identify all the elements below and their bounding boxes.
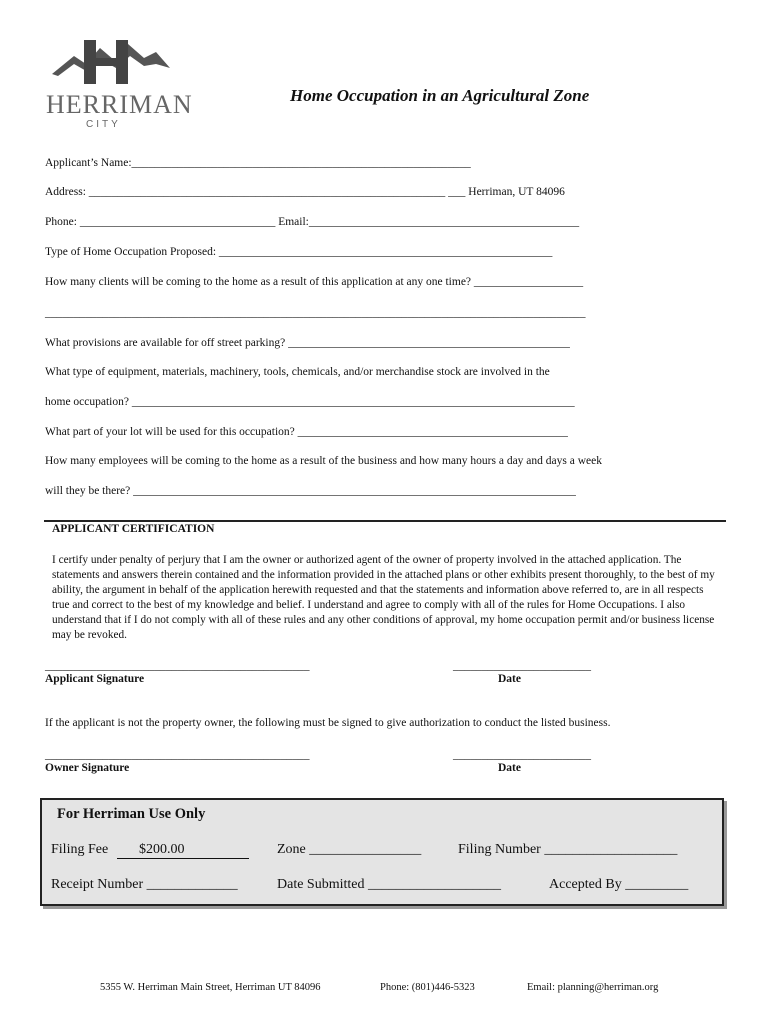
receipt-number-field[interactable]: Receipt Number _____________	[51, 877, 238, 892]
accepted-by-field[interactable]: Accepted By _________	[549, 877, 689, 892]
applicant-signature-label: Applicant Signature	[45, 673, 145, 685]
logo-subtitle: CITY	[86, 119, 121, 130]
phone-email-field[interactable]: Phone: __________________________________ Email:_______________________________________________	[45, 216, 580, 228]
owner-date-label: Date	[498, 762, 521, 774]
applicant-name-field[interactable]: Applicant’s Name:___________________________________________________________	[45, 157, 471, 169]
footer-address: 5355 W. Herriman Main Street, Herriman UT 84096	[100, 982, 321, 993]
certification-title: APPLICANT CERTIFICATION	[52, 523, 215, 535]
footer-email: Email: planning@herriman.org	[527, 982, 659, 993]
occupation-type-field[interactable]: Type of Home Occupation Proposed: __________________________________________________________	[45, 246, 553, 258]
filing-number-field[interactable]: Filing Number ___________________	[458, 842, 678, 857]
clients-field[interactable]: How many clients will be coming to the home as a result of this application at any one time? ___________________	[45, 276, 584, 288]
filing-fee-label: Filing Fee	[51, 842, 109, 857]
date-submitted-field[interactable]: Date Submitted ___________________	[277, 877, 501, 892]
applicant-signature-line[interactable]: ______________________________________________	[45, 660, 310, 672]
equipment-field[interactable]: home occupation? _____________________________________________________________________________	[45, 396, 575, 408]
applicant-date-line[interactable]: ________________________	[453, 660, 591, 672]
page-title: Home Occupation in an Agricultural Zone	[290, 86, 590, 105]
equipment-question: What type of equipment, materials, machinery, tools, chemicals, and/or merchandise stock are involved in the	[45, 366, 550, 378]
lot-usage-field[interactable]: What part of your lot will be used for this occupation? _______________________________________________	[45, 426, 568, 438]
owner-signature-line[interactable]: ______________________________________________	[45, 749, 310, 761]
certification-text: I certify under penalty of perjury that I am the owner or authorized agent of the owner of property involved in the attached application. The statements and answers therein contained and the information provided in the attached plans or other exhibits present thoroughly, to the best of my ability, the argument in behalf of the application herewith requested and that the statements and information above referred to, are in all respects true and correct to the best of my knowledge and belief. I understand and agree to comply with all of the rules for Home Occupations. I also understand that if I do not comply with all of these rules and any other conditions of approval, my home occupation permit and/or business license may be revoked.	[52, 554, 715, 641]
logo-wordmark: HERRIMAN	[46, 90, 193, 119]
section-divider	[44, 520, 726, 522]
applicant-date-label: Date	[498, 673, 521, 685]
footer-phone: Phone: (801)446-5323	[380, 982, 475, 993]
clients-continuation-line[interactable]: ______________________________________________________________________________________________	[45, 307, 586, 319]
zone-field[interactable]: Zone ________________	[277, 842, 422, 857]
employees-question: How many employees will be coming to the home as a result of the business and how many hours a day and days a week	[45, 455, 602, 467]
owner-date-line[interactable]: ________________________	[453, 749, 591, 761]
filing-fee-value: $200.00	[117, 842, 249, 859]
address-field[interactable]: Address: ______________________________________________________________ ___ Herriman, UT 84096	[45, 186, 565, 198]
employees-field[interactable]: will they be there? _____________________________________________________________________________	[45, 485, 576, 497]
owner-signature-label: Owner Signature	[45, 762, 130, 774]
office-use-title: For Herriman Use Only	[57, 806, 206, 822]
owner-authorization-note: If the applicant is not the property owner, the following must be signed to give authorization to conduct the listed business.	[45, 717, 611, 729]
parking-field[interactable]: What provisions are available for off street parking? _________________________________________________	[45, 337, 570, 349]
